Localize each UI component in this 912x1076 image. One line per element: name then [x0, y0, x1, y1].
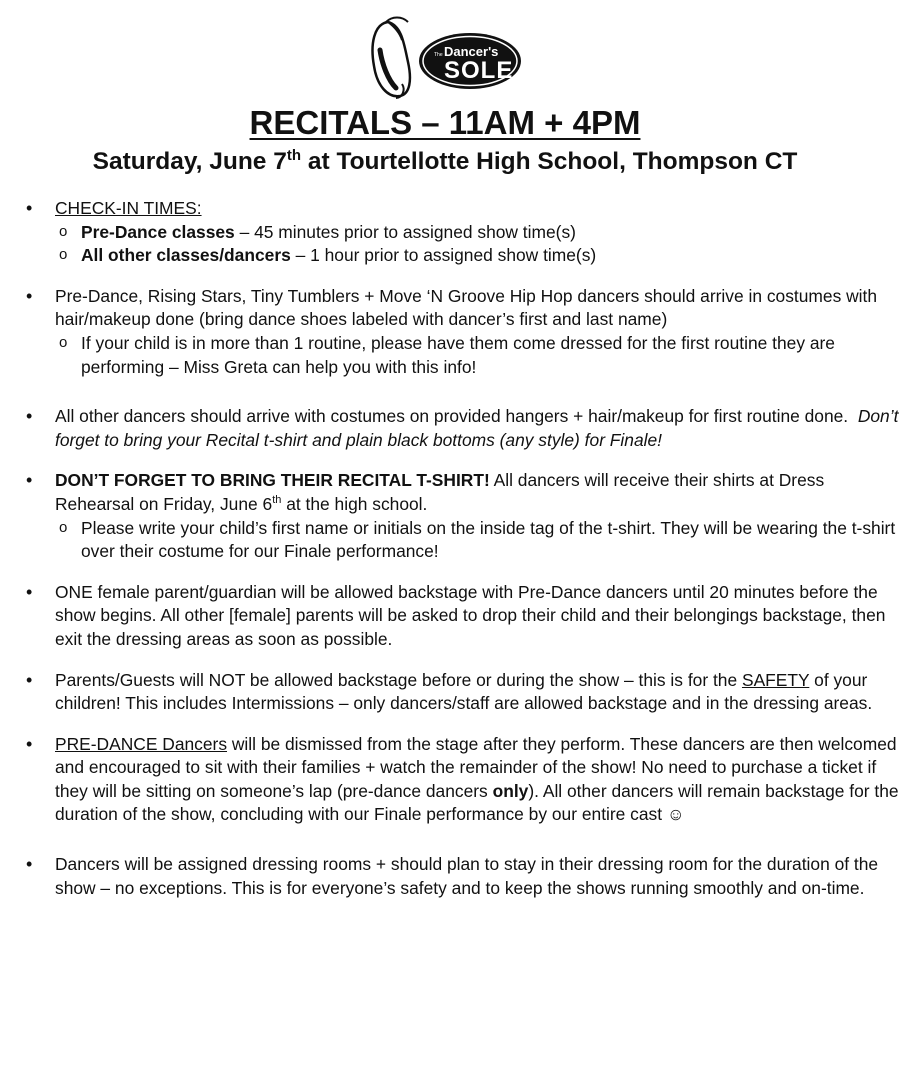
- page-title: RECITALS – 11AM + 4PM: [249, 104, 641, 141]
- list-item-other-dancers: • All other dancers should arrive with costumes on provided hangers + hair/makeup for first routine done. Don’t forget to bring your Recital t-shirt and plain black bottoms (any style) for Finale!: [22, 405, 902, 452]
- list-item-guests: • Parents/Guests will NOT be allowed backstage before or during the show – this is for the SAFETY of your children! This includes Intermissions – only dancers/staff are allowed backstage and in the dressing areas.: [22, 669, 902, 716]
- event-subtitle: Saturday, June 7th at Tourtellotte High School, Thompson CT: [92, 146, 798, 175]
- sub-item-predance-checkin: o Pre-Dance classes – 45 minutes prior to assigned show time(s): [22, 221, 902, 245]
- list-item-tshirt: • DON’T FORGET TO BRING THEIR RECITAL T-SHIRT! All dancers will receive their shirts at Dress Rehearsal on Friday, June 6th at the high school.: [22, 469, 902, 516]
- sub-item-tshirt-tag: o Please write your child’s first name or initials on the inside tag of the t-shirt. They will be wearing the t-shirt over their costume for our Finale performance!: [22, 517, 902, 564]
- list-item-dismissal: • PRE-DANCE Dancers will be dismissed from the stage after they perform. These dancers are then welcomed and encouraged to sit with their families + watch the remainder of the show! No need to purchase a ticket if they will be sitting on someone’s lap (pre-dance dancers only). All other dancers will remain backstage for the duration of the show, concluding with our Finale performance by our entire cast ☺: [22, 733, 902, 827]
- list-item-dressing-rooms: • Dancers will be assigned dressing rooms + should plan to stay in their dressing room for the duration of the show – no exceptions. This is for everyone’s safety and to keep the shows running smoothly and on-time.: [22, 853, 902, 900]
- dancers-sole-logo: [366, 14, 526, 100]
- checkin-heading: CHECK-IN TIMES:: [55, 198, 202, 218]
- svg-text:SOLE: SOLE: [444, 57, 514, 84]
- list-item-backstage-parent: • ONE female parent/guardian will be allowed backstage with Pre-Dance dancers until 20 minutes before the show begins. All other [female] parents will be asked to drop their child and their belongings backstage, then exit the dressing areas as soon as possible.: [22, 581, 902, 652]
- sub-item-other-checkin: o All other classes/dancers – 1 hour prior to assigned show time(s): [22, 244, 902, 268]
- recital-info-list: [22, 197, 902, 900]
- list-item-predance-costumes: • Pre-Dance, Rising Stars, Tiny Tumblers + Move ‘N Groove Hip Hop dancers should arrive in costumes with hair/makeup done (bring dance shoes labeled with dancer’s first and last name): [22, 285, 902, 332]
- svg-text:The: The: [434, 52, 443, 58]
- sub-item-multiple-routines: o If your child is in more than 1 routine, please have them come dressed for the first routine they are performing – Miss Greta can help you with this info!: [22, 332, 902, 379]
- list-item-checkin: [22, 197, 902, 221]
- svg-text:Dancer's: Dancer's: [444, 44, 499, 59]
